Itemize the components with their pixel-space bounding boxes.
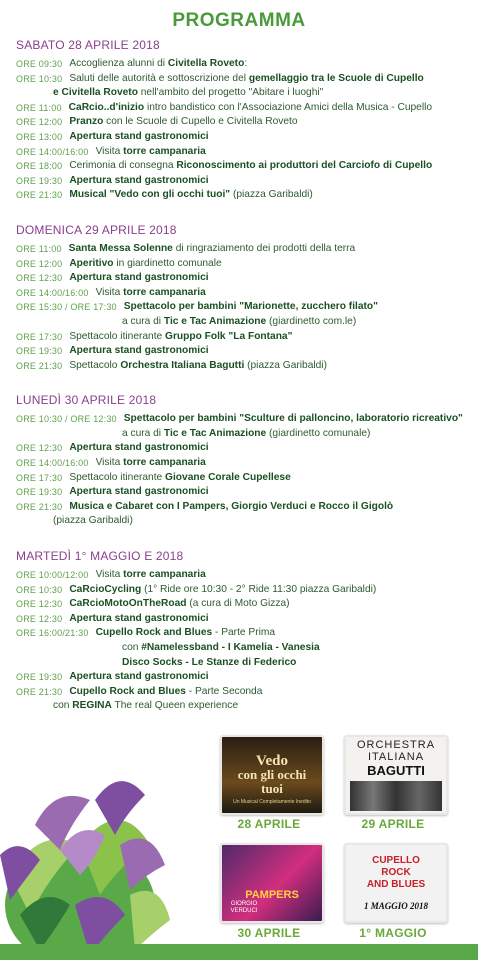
event-time: ORE 13:00: [16, 131, 63, 142]
event-row: [16, 115, 472, 130]
event-row: [16, 456, 472, 471]
event-row: [16, 471, 472, 486]
event-highlight: e Civitella Roveto: [53, 87, 138, 99]
poster-line: ORCHESTRA: [356, 739, 436, 751]
event-description: [69, 471, 472, 486]
event-text: Spettacolo itinerante: [69, 330, 166, 342]
event-description: [69, 271, 472, 286]
poster-subtitle: Un Musical Completamente Inedito: [233, 799, 311, 805]
event-highlight: torre campanaria: [123, 457, 206, 469]
event-highlight: Musica e Cabaret con I Pampers, Giorgio Verduci e Rocco il Gigolò: [69, 500, 394, 512]
event-detail: (a cura di Moto Gizza): [186, 598, 290, 610]
event-time: ORE 21:30: [16, 360, 63, 371]
event-highlight: Santa Messa Solenne: [68, 242, 173, 254]
poster-orchestra[interactable]: [344, 735, 448, 815]
event-highlight: Apertura stand gastronomici: [69, 612, 209, 624]
event-time: ORE 09:30: [16, 59, 63, 69]
event-row: [16, 257, 472, 272]
event-detail: - Parte Prima: [212, 627, 276, 639]
event-time: ORE 14:00/16:00: [16, 458, 89, 469]
event-time: ORE 16:00/21:30: [16, 628, 89, 639]
event-highlight: Cupello Rock and Blues: [95, 627, 213, 639]
event-time: ORE 10:30 / ORE 12:30: [16, 414, 117, 425]
poster-line: VERDUCI: [230, 908, 258, 914]
event-description: [69, 612, 472, 627]
event-detail: (giardinetto com.le): [266, 315, 357, 327]
event-row: [16, 145, 472, 160]
event-text: Spettacolo itinerante: [69, 471, 166, 483]
event-description: [122, 641, 472, 656]
event-time: ORE 12:00: [16, 117, 63, 128]
event-row: [16, 188, 472, 203]
event-time: ORE 21:30: [16, 190, 63, 201]
event-row: [16, 174, 472, 189]
event-time: ORE 12:00: [16, 258, 63, 269]
poster-line: PAMPERS: [245, 889, 299, 901]
event-highlight: CaRcio..d'inizio: [68, 101, 145, 113]
band-photo: [350, 781, 442, 811]
event-detail: The real Queen experience: [111, 700, 238, 712]
event-description: [69, 344, 472, 359]
event-time: ORE 19:30: [16, 175, 63, 186]
event-highlight: Gruppo Folk "La Fontana": [165, 330, 293, 342]
event-highlight: Apertura stand gastronomici: [69, 130, 209, 142]
poster-rock-blues[interactable]: [344, 843, 448, 923]
event-detail: (piazza Garibaldi): [244, 359, 327, 371]
event-description: [124, 412, 472, 427]
event-detail: (1° Ride ore 10:30 - 2° Ride 11:30 piazza Garibaldi): [141, 583, 377, 595]
event-highlight: Tic e Tac Animazione: [163, 315, 267, 327]
event-text: Saluti delle autorità e sottoscrizione del: [69, 72, 249, 84]
event-time: ORE 21:30: [16, 501, 63, 512]
poster-musical[interactable]: [220, 735, 324, 815]
event-row: [16, 300, 472, 315]
poster-line: CUPELLO: [372, 855, 420, 866]
poster-line: GIORGIO: [230, 901, 258, 907]
event-description: [69, 159, 472, 174]
event-description: [53, 699, 472, 714]
event-row: [16, 583, 472, 598]
event-time: ORE 21:30: [16, 686, 63, 697]
poster-date-label: 30 APRILE: [237, 926, 301, 940]
event-highlight: Tic e Tac Animazione: [163, 427, 267, 439]
event-highlight: Apertura stand gastronomici: [69, 442, 209, 454]
event-description: [69, 72, 472, 87]
event-description: [122, 315, 472, 330]
event-description: [69, 597, 472, 612]
event-text: Accoglienza alunni di: [69, 58, 168, 69]
event-highlight: CaRcioCycling: [69, 583, 142, 595]
event-row: [16, 286, 472, 301]
event-time: ORE 12:30: [16, 613, 63, 624]
poster-line: Vedo: [256, 753, 288, 769]
event-row: [16, 427, 472, 442]
event-description: [69, 101, 472, 116]
event-detail: con le Scuole di Cupello e Civitella Roveto: [103, 116, 298, 128]
event-highlight: Spettacolo per bambini "Sculture di palloncino, laboratorio ricreativo": [123, 413, 463, 425]
poster-date-label: 1° MAGGIO: [359, 926, 427, 940]
event-row: [16, 685, 472, 700]
event-description: [69, 330, 472, 345]
event-detail: - Parte Seconda: [185, 685, 263, 697]
event-time: ORE 19:30: [16, 487, 63, 498]
event-time: ORE 14:00/16:00: [16, 287, 89, 298]
event-description: [96, 145, 472, 160]
day-heading: LUNEDÌ 30 APRILE 2018: [16, 393, 157, 408]
poster-line: BAGUTTI: [367, 763, 425, 778]
event-description: [69, 500, 472, 515]
poster-line: con gli occhi: [237, 767, 307, 782]
event-description: [69, 174, 472, 189]
event-row: [16, 330, 472, 345]
event-description: [69, 685, 472, 700]
event-highlight: Orchestra Italiana Bagutti: [120, 359, 245, 371]
event-highlight: Giovane Corale Cupellese: [165, 471, 291, 483]
event-description: [69, 242, 472, 257]
event-description: [69, 441, 472, 456]
event-row: [16, 86, 472, 101]
event-time: ORE 10:00/12:00: [16, 570, 89, 581]
event-time: ORE 12:30: [16, 599, 63, 610]
day-heading: MARTEDÌ 1° MAGGIO E 2018: [16, 549, 184, 564]
poster-subtitle: 1 MAGGIO 2018: [363, 901, 428, 911]
poster-cabaret[interactable]: [220, 843, 324, 923]
event-text: (piazza Garibaldi): [53, 515, 133, 527]
event-detail: intro bandistico con l'Associazione Amici della Musica - Cupello: [144, 101, 433, 113]
event-time: ORE 17:30: [16, 472, 63, 483]
event-description: [53, 514, 472, 529]
event-description: [69, 359, 472, 374]
event-highlight: REGINA: [72, 700, 112, 712]
event-time: ORE 19:30: [16, 346, 63, 357]
artichoke-illustration: [0, 765, 200, 960]
event-text: a cura di: [122, 427, 164, 439]
event-row: [16, 242, 472, 257]
program-list: [16, 38, 472, 734]
event-highlight: torre campanaria: [123, 569, 206, 581]
day-section: [16, 223, 472, 373]
event-text: Visita: [95, 145, 124, 157]
event-row: [16, 656, 472, 671]
event-description: [96, 286, 472, 301]
event-description: [69, 257, 472, 272]
event-time: ORE 19:30: [16, 672, 63, 683]
event-highlight: Apertura stand gastronomici: [69, 272, 209, 284]
event-text: a cura di: [122, 315, 164, 327]
event-row: [16, 485, 472, 500]
event-description: [124, 300, 472, 315]
event-highlight: Pranzo: [69, 116, 104, 128]
event-detail: in giardinetto comunale: [113, 257, 222, 269]
event-row: [16, 441, 472, 456]
event-highlight: Civitella Roveto: [167, 58, 245, 69]
event-description: [96, 456, 472, 471]
event-time: ORE 14:00/16:00: [16, 146, 89, 157]
poster-line: ROCK: [381, 867, 411, 878]
event-row: [16, 412, 472, 427]
event-detail: :: [244, 58, 248, 69]
event-description: [122, 427, 472, 442]
event-highlight: Aperitivo: [69, 257, 114, 269]
event-text: Cerimonia di consegna: [69, 160, 177, 172]
event-row: [16, 514, 472, 529]
page-title: PROGRAMMA: [172, 10, 306, 31]
event-time: ORE 11:00: [16, 102, 62, 113]
event-time: ORE 18:00: [16, 161, 63, 172]
event-row: [16, 315, 472, 330]
event-description: [69, 485, 472, 500]
event-row: [16, 612, 472, 627]
event-highlight: #Namelessband - I Kamelia - Vanesia: [141, 642, 320, 653]
event-detail: (piazza Garibaldi): [230, 189, 313, 201]
event-detail: di ringraziamento dei prodotti della terra: [172, 242, 356, 254]
event-row: [16, 641, 472, 656]
event-description: [96, 626, 472, 641]
event-highlight: Musical "Vedo con gli occhi tuoi": [69, 189, 231, 201]
poster-date-label: 29 APRILE: [361, 817, 425, 831]
event-highlight: Disco Socks - Le Stanze di Federico: [122, 656, 297, 668]
event-detail: nell'ambito del progetto "Abitare i luoghi": [137, 87, 324, 99]
event-highlight: CaRcioMotoOnTheRoad: [69, 598, 187, 610]
event-highlight: Riconoscimento ai produttori del Carciofo di Cupello: [176, 160, 433, 172]
event-row: [16, 271, 472, 286]
event-highlight: Apertura stand gastronomici: [69, 345, 209, 357]
event-time: ORE 10:30: [16, 73, 63, 84]
event-posters: [214, 733, 474, 948]
event-highlight: Apertura stand gastronomici: [69, 174, 209, 186]
event-time: ORE 15:30 / ORE 17:30: [16, 302, 117, 313]
event-highlight: Apertura stand gastronomici: [69, 486, 209, 498]
event-description: [69, 670, 472, 685]
day-heading: DOMENICA 29 APRILE 2018: [16, 222, 177, 237]
event-text: Visita: [95, 286, 124, 298]
bottom-bar: [0, 944, 478, 960]
day-section: [16, 38, 472, 203]
poster-line: tuoi: [261, 781, 283, 796]
event-text: con: [53, 700, 73, 712]
event-text: Spettacolo: [69, 359, 121, 371]
event-row: [16, 597, 472, 612]
event-description: [96, 568, 472, 583]
event-description: [69, 188, 472, 203]
event-highlight: Cupello Rock and Blues: [69, 685, 186, 697]
event-text: Visita: [95, 569, 124, 581]
event-row: [16, 159, 472, 174]
event-row: [16, 72, 472, 87]
event-row: [16, 626, 472, 641]
event-time: ORE 12:30: [16, 273, 63, 284]
event-time: ORE 10:30: [16, 584, 63, 595]
event-row: [16, 359, 472, 374]
event-description: [122, 656, 472, 671]
event-text: con: [122, 642, 142, 653]
event-highlight: gemellaggio tra le Scuole di Cupello: [248, 72, 424, 84]
day-heading: SABATO 28 APRILE 2018: [16, 38, 160, 52]
event-description: [69, 115, 472, 130]
event-highlight: torre campanaria: [123, 286, 206, 298]
event-row: [16, 130, 472, 145]
event-row: [16, 500, 472, 515]
event-time: ORE 12:30: [16, 443, 63, 454]
event-description: [53, 86, 472, 101]
event-detail: (giardinetto comunale): [266, 427, 371, 439]
day-section: [16, 393, 472, 529]
event-description: [69, 130, 472, 145]
event-row: [16, 101, 472, 116]
poster-date-label: 28 APRILE: [237, 817, 301, 831]
event-row: [16, 57, 472, 72]
day-section: [16, 549, 472, 714]
event-row: [16, 670, 472, 685]
event-row: [16, 344, 472, 359]
event-time: ORE 17:30: [16, 331, 63, 342]
event-description: [69, 583, 472, 598]
event-text: Visita: [95, 457, 124, 469]
event-highlight: Spettacolo per bambini "Marionette, zucchero filato": [123, 301, 378, 313]
event-highlight: torre campanaria: [123, 145, 206, 157]
event-row: [16, 568, 472, 583]
poster-line: AND BLUES: [366, 879, 426, 890]
event-highlight: Apertura stand gastronomici: [69, 671, 209, 683]
event-row: [16, 699, 472, 714]
poster-line: ITALIANA: [367, 751, 425, 763]
event-time: ORE 11:00: [16, 243, 62, 254]
event-description: [69, 57, 472, 72]
